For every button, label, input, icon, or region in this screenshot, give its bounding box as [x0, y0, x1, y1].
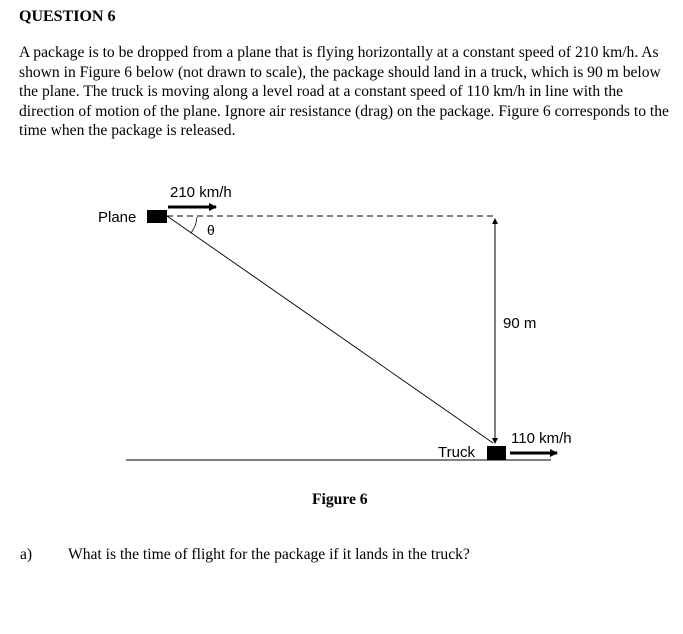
plane-speed-label: 210 km/h	[170, 184, 232, 201]
question-heading: QUESTION 6	[19, 8, 116, 25]
height-label: 90 m	[503, 315, 537, 332]
angle-label: θ	[207, 222, 215, 238]
part-a-question: What is the time of flight for the package if it lands in the truck?	[68, 546, 470, 563]
part-a-label: a)	[20, 546, 33, 563]
truck-box	[487, 446, 506, 460]
plane-box	[147, 210, 167, 223]
angle-arc	[191, 217, 197, 233]
figure-caption: Figure 6	[312, 491, 368, 508]
truck-label: Truck	[438, 444, 475, 461]
trajectory-line	[167, 216, 493, 443]
plane-label: Plane	[98, 209, 137, 226]
truck-speed-label: 110 km/h	[511, 430, 572, 447]
question-paragraph: A package is to be dropped from a plane that is flying horizontally at a constant speed of 210 km/h. As shown in Figure 6 below (not drawn to scale), the package should land in a truck, which is 90 m below the plane. The truck is moving along a level road at a constant speed of 110 km/h in line with the direction of motion of the plane. Ignore air resistance (drag) on the package. Figure 6 corresponds to the time when the package is released.	[19, 44, 669, 139]
